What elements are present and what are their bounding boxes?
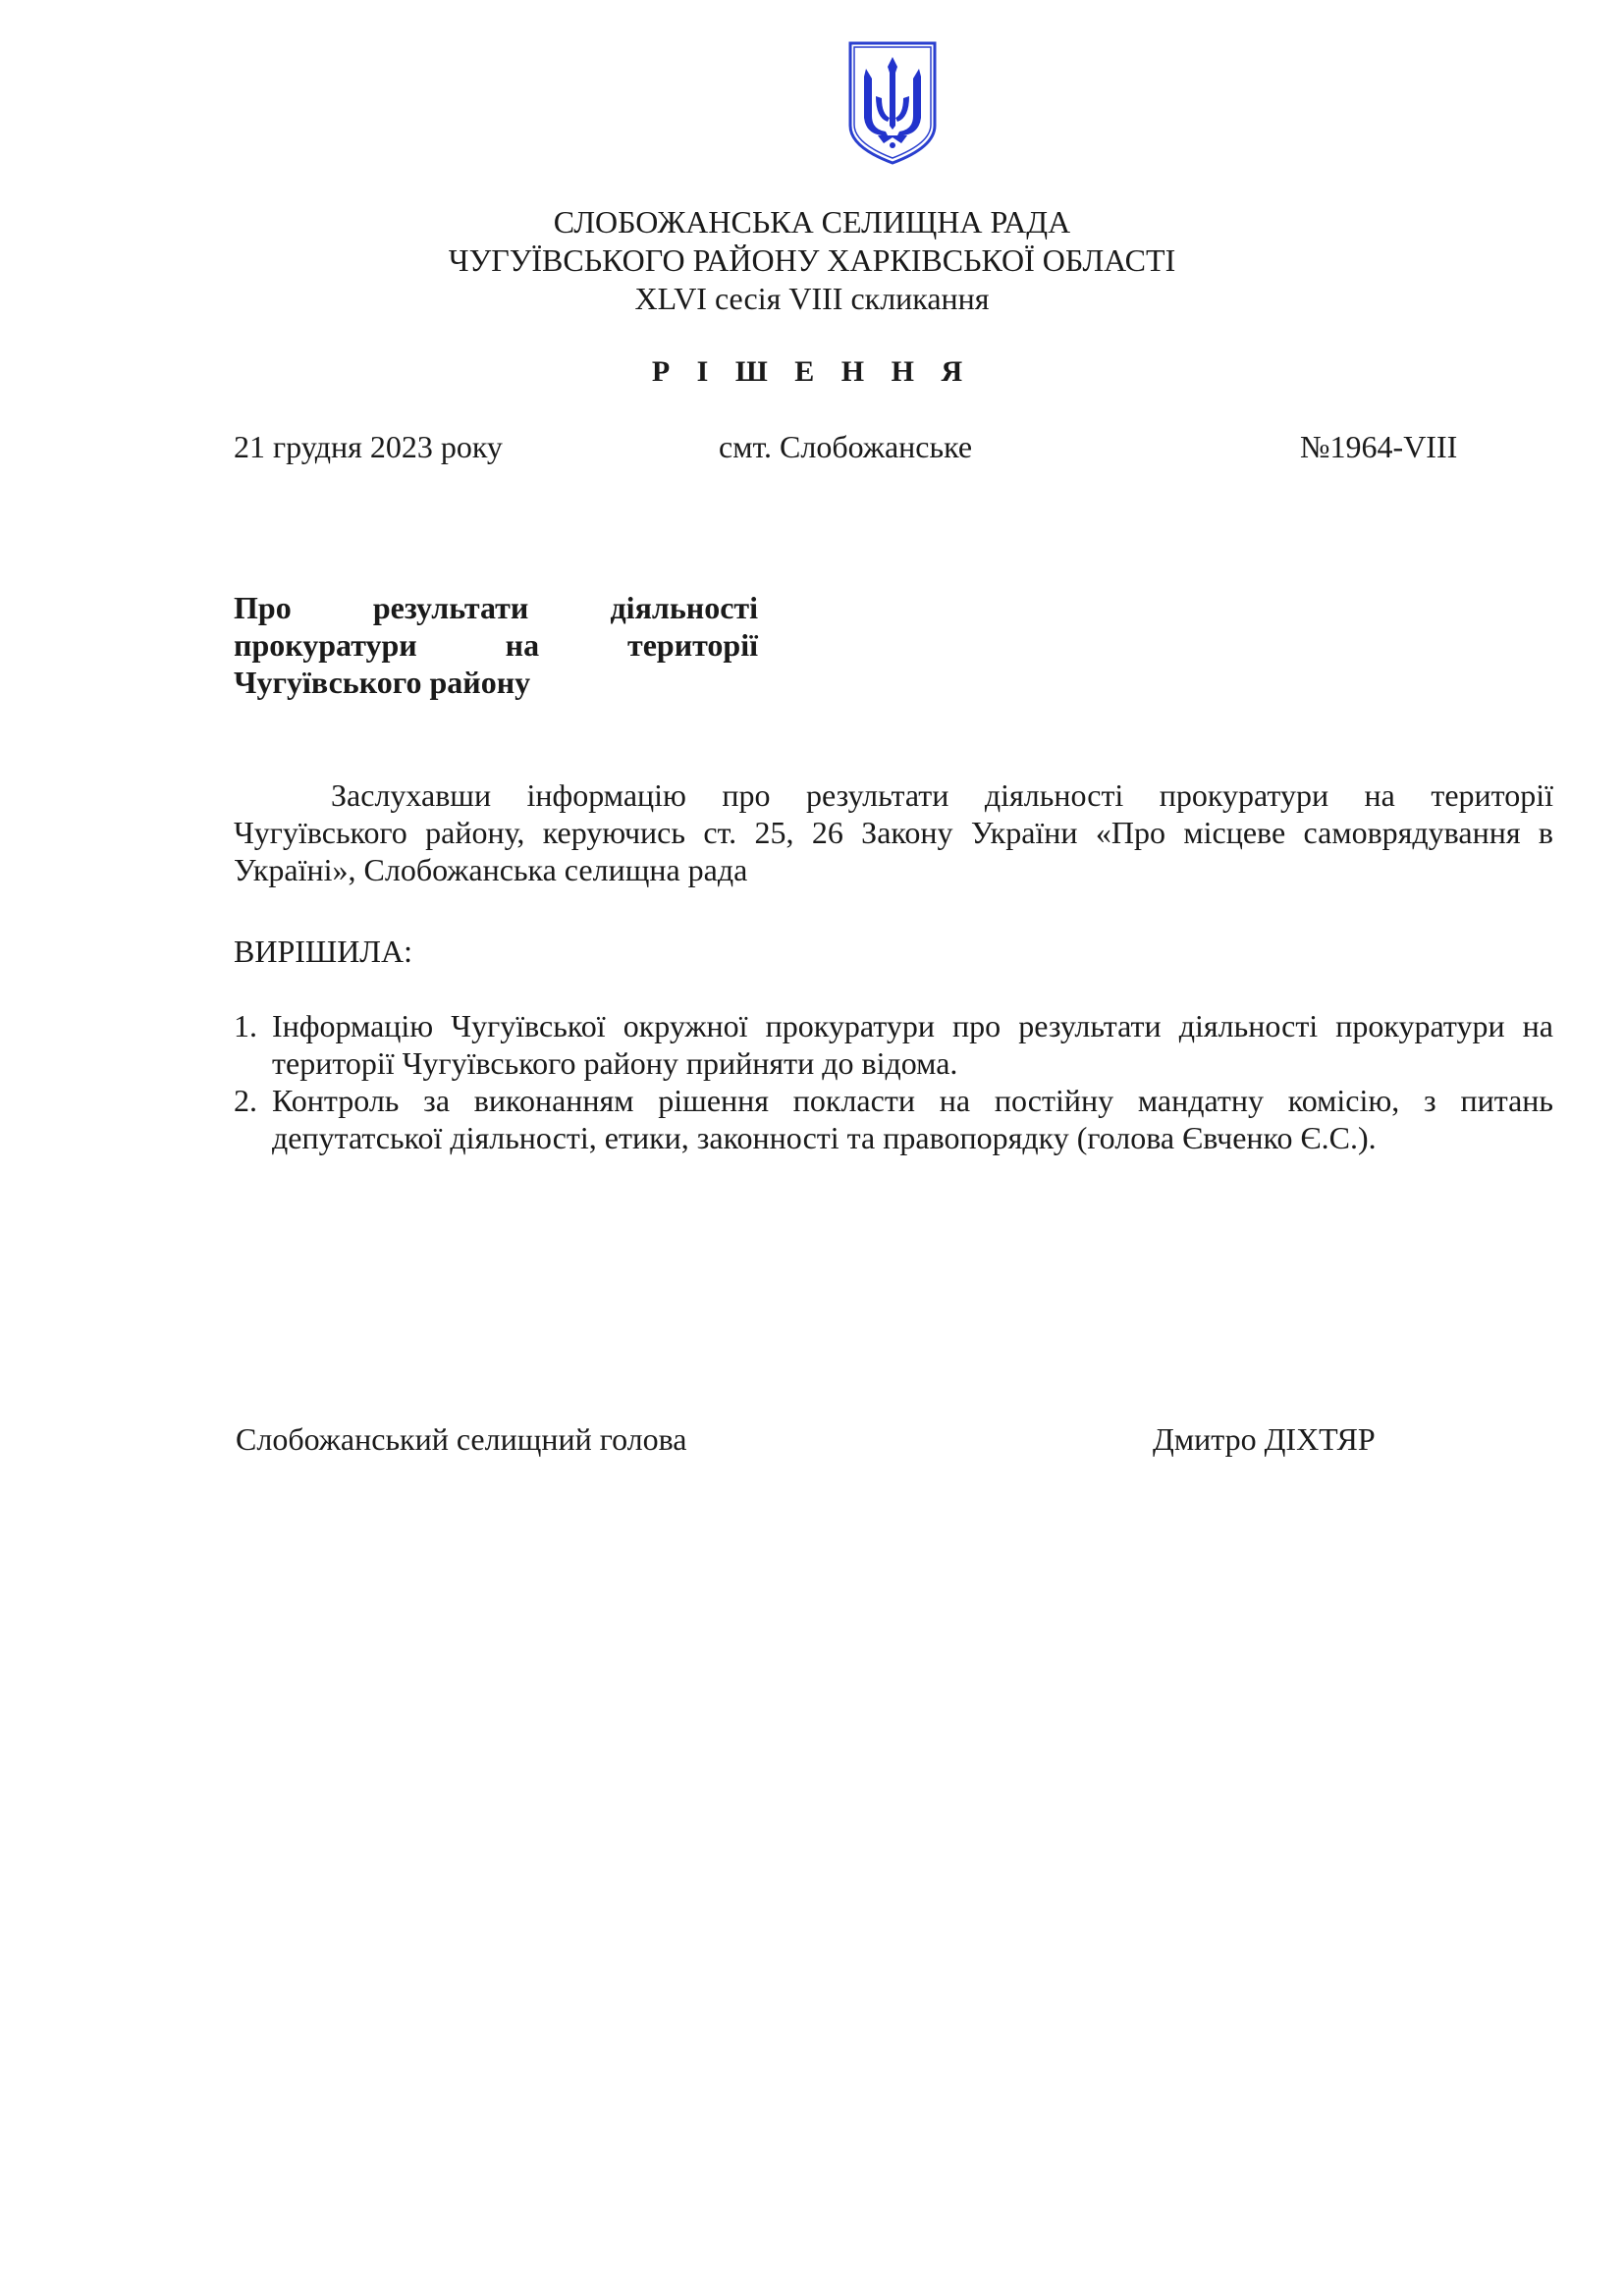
list-item [234,1082,1553,1156]
paragraph-line: Україні», Слобожанська селищна рада [234,852,748,887]
document-title: Р І Ш Е Н Н Я [651,355,973,388]
list-item [234,1007,1553,1082]
council-header [0,203,1624,318]
decision-subject [234,589,758,701]
item-line: Контроль за виконанням рішення покласти на постійну мандатну комісію, з питань [272,1083,1553,1118]
council-region: ЧУГУЇВСЬКОГО РАЙОНУ ХАРКІВСЬКОЇ ОБЛАСТІ [448,242,1176,278]
tryzub-coat-of-arms-icon [846,39,939,167]
subject-line: прокуратури на території [234,627,758,663]
resolved-label: ВИРІШИЛА: [234,934,412,969]
signatory-title: Слобожанський селищний голова [236,1421,687,1457]
item-line: території Чугуївського району прийняти до відома. [272,1045,958,1081]
item-line: депутатської діяльності, етики, законності та правопорядку (голова Євченко Є.С.). [272,1120,1377,1155]
resolution-items [234,1007,1553,1156]
decision-number: №1964-VIII [1300,429,1458,464]
item-line: Інформацію Чугуївської окружної прокуратури про результати діяльності прокуратури на [272,1008,1553,1043]
decision-date: 21 грудня 2023 року [234,429,503,464]
paragraph-line: Заслухавши інформацію про результати діяльності прокуратури на території [331,777,1553,813]
signatory-name: Дмитро ДІХТЯР [1153,1421,1376,1457]
item-number: 1. [234,1008,257,1043]
preamble-paragraph [234,776,1553,888]
decision-place: смт. Слобожанське [719,429,973,464]
subject-line: Чугуївського району [234,665,531,700]
item-number: 2. [234,1083,257,1118]
subject-line: Про результати діяльності [234,590,758,625]
session-line: XLVI сесія VIII скликання [634,281,990,316]
paragraph-line: Чугуївського району, керуючись ст. 25, 26 Закону України «Про місцеве самоврядування в [234,815,1553,850]
council-name: СЛОБОЖАНСЬКА СЕЛИЩНА РАДА [553,204,1071,240]
